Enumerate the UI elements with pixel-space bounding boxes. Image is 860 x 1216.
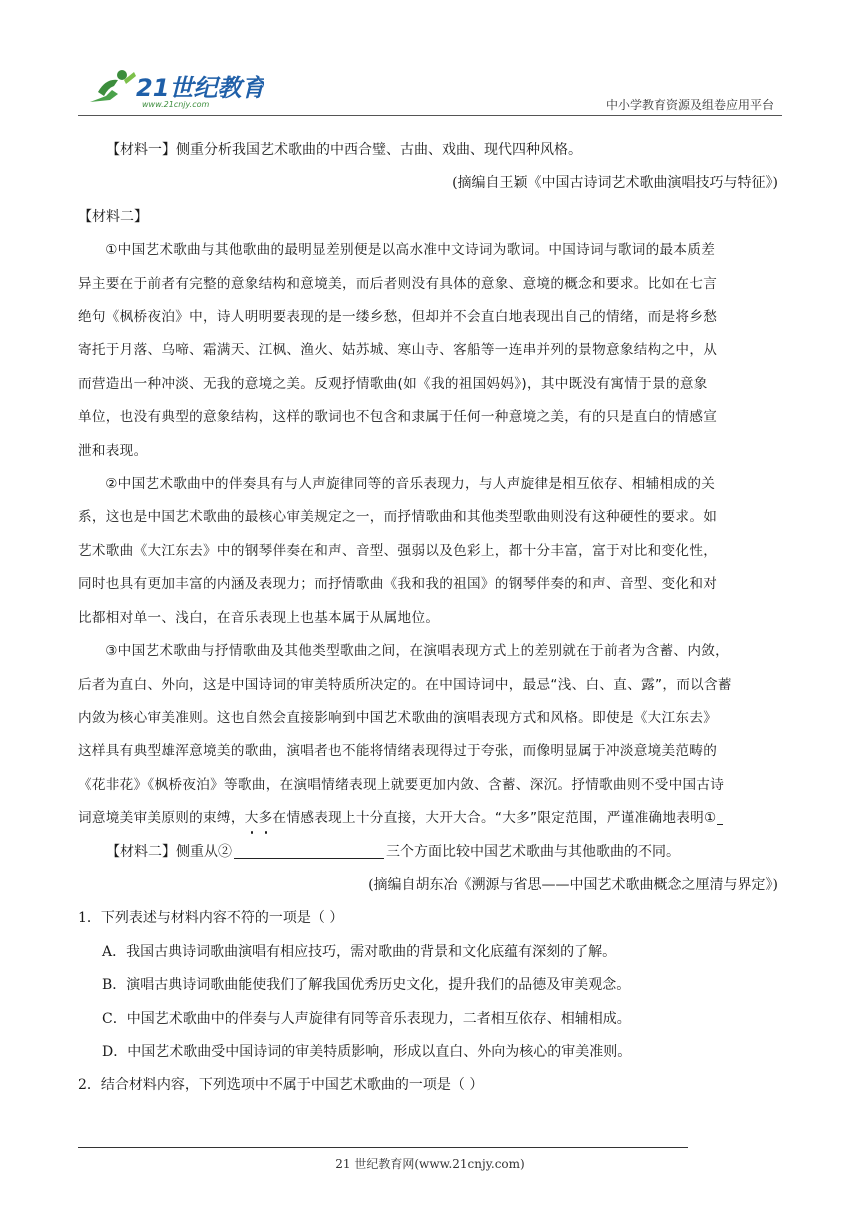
material1-label: 【材料一】: [106, 142, 176, 158]
material1-source: (摘编自王颖《中国古诗词艺术歌曲演唱技巧与特征》): [452, 175, 778, 192]
text-line: ②中国艺术歌曲中的伴奏具有与人声旋律同等的音乐表现力，与人声旋律是相互依存、相辅相成的关: [105, 476, 716, 493]
text-line: ①中国艺术歌曲与其他歌曲的最明显差别便是以高水准中文诗词为歌词。中国诗词与歌词的最本质差: [105, 242, 716, 259]
question-2-stem: 2．结合材料内容，下列选项中不属于中国艺术歌曲的一项是（ ）: [78, 1077, 484, 1094]
text-line-with-blank: [78, 802, 778, 835]
question-1-option-b[interactable]: B．演唱古典诗词歌曲能使我们了解我国优秀历史文化，提升我们的品德及审美观念。: [102, 977, 631, 994]
material2-paragraph-1: [78, 234, 778, 468]
text-line: 而营造出一种冲淡、无我的意境之美。反观抒情歌曲(如《我的祖国妈妈》)，其中既没有寓情于景的意象: [78, 375, 708, 392]
text-segment: 侧重从②: [176, 843, 232, 860]
material1-summary: [78, 134, 778, 167]
text-line: 系，这也是中国艺术歌曲的最核心审美规定之一，而抒情歌曲和其他类型歌曲则没有这种硬性的要求。如: [78, 509, 718, 526]
material2-paragraph-3: [78, 635, 778, 835]
material2-summary: [78, 836, 778, 869]
text-line: 后者为直白、外向，这是中国诗词的审美特质所决定的。在中国诗词中，最忌“浅、白、直、露”，而以含蓄: [78, 676, 732, 693]
material2-heading: 【材料二】: [78, 208, 148, 225]
footer-divider: [78, 1147, 688, 1148]
header-divider: [78, 115, 782, 116]
text-line: 同时也具有更加丰富的内涵及表现力；而抒情歌曲《我和我的祖国》的钢琴伴奏的和声、音型、变化和对: [78, 576, 718, 593]
text-line: ③中国艺术歌曲与抒情歌曲及其他类型歌曲之间，在演唱表现方式上的差别就在于前者为含蓄、内敛，: [105, 643, 729, 660]
emphasis-dot-char: 多: [259, 802, 273, 835]
document-body: [78, 134, 778, 1103]
logo-text: 21世纪教育: [136, 74, 264, 102]
emphasis-dot-char: 大: [245, 802, 259, 835]
text-segment: 在情感表现上十分直接，大开大合。“大多”限定范围，严谨准确地表明①: [272, 810, 717, 827]
text-line: 艺术歌曲《大江东去》中的钢琴伴奏在和声、音型、强弱以及色彩上，都十分丰富，富于对比和变化性，: [78, 542, 718, 559]
text-line: 《花非花》《枫桥夜泊》等歌曲，在演唱情绪表现上就要更加内敛、含蓄、深沉。抒情歌曲则不受中国古诗: [78, 776, 725, 793]
material1-text: 侧重分析我国艺术歌曲的中西合璧、古曲、戏曲、现代四种风格。: [176, 142, 582, 158]
text-line: 这样具有典型雄浑意境美的歌曲，演唱者也不能将情绪表现得过于夸张，而像明显属于冲淡意境美范畴的: [78, 743, 718, 760]
answer-blank-1[interactable]: [717, 809, 723, 825]
material2-summary-label: 【材料二】: [106, 843, 176, 860]
material2-paragraph-2: [78, 468, 778, 635]
logo-url: www.21cnjy.com: [142, 100, 210, 109]
text-line: 内敛为核心审美准则。这也自然会直接影响到中国艺术歌曲的演唱表现方式和风格。即使是《大江东去》: [78, 709, 718, 726]
footer-text: 21 世纪教育网(www.21cnjy.com): [335, 1157, 525, 1171]
text-segment: 词意境美审美原则的束缚，: [78, 810, 245, 827]
material2-source: (摘编自胡东冶《溯源与省思——中国艺术歌曲概念之厘清与界定》): [368, 876, 778, 893]
text-line: 异主要在于前者有完整的意象结构和意境美，而后者则没有具体的意象、意境的概念和要求。比如在七言: [78, 275, 718, 292]
text-segment: 三个方面比较中国艺术歌曲与其他歌曲的不同。: [386, 843, 680, 860]
runner-logo-icon: [84, 66, 264, 112]
answer-blank-2[interactable]: [234, 843, 384, 859]
text-line: 绝句《枫桥夜泊》中，诗人明明要表现的是一缕乡愁，但却并不会直白地表现出自己的情绪，而是将乡愁: [78, 309, 718, 326]
text-line: 寄托于月落、乌啼、霜满天、江枫、渔火、姑苏城、寒山寺、客船等一连串并列的景物意象结构之中，从: [78, 342, 718, 359]
question-1-stem: 1．下列表述与材料内容不符的一项是（ ）: [78, 910, 344, 927]
question-1-option-c[interactable]: C．中国艺术歌曲中的伴奏与人声旋律有同等音乐表现力，二者相互依存、相辅相成。: [102, 1010, 631, 1027]
text-line: 比都相对单一、浅白，在音乐表现上也基本属于从属地位。: [78, 609, 440, 626]
platform-name: 中小学教育资源及组卷应用平台: [605, 98, 774, 112]
text-line: 泄和表现。: [78, 442, 148, 459]
site-logo: [84, 66, 264, 112]
question-1-option-a[interactable]: A．我国古典诗词歌曲演唱有相应技巧，需对歌曲的背景和文化底蕴有深刻的了解。: [102, 943, 617, 960]
text-line: 单位，也没有典型的意象结构，这样的歌词也不包含和隶属于任何一种意境之美，有的只是直白的情感宣: [78, 409, 718, 426]
question-1-option-d[interactable]: D．中国艺术歌曲受中国诗词的审美特质影响，形成以直白、外向为核心的审美准则。: [102, 1043, 632, 1060]
